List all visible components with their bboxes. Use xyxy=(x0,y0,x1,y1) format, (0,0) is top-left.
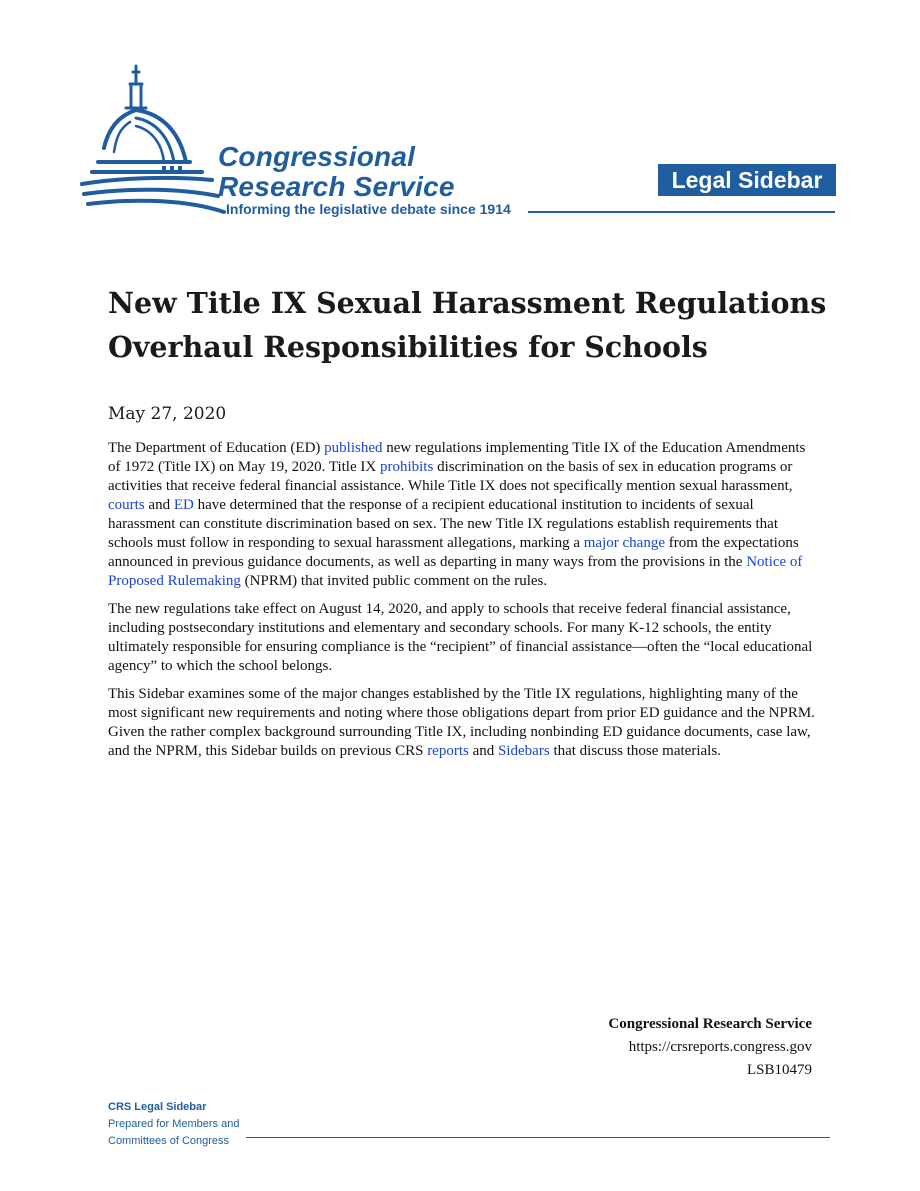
paragraph-text: have determined that the response of a recipient educational institution to incidents of sexual harassment can constitute discrimination based on sex. The new Title IX regulations establish requirements that schools must follow in responding to sexual harassment allegations, marking a xyxy=(108,497,778,551)
paragraph-text: and xyxy=(468,743,499,759)
paragraph-text: from the expectations announced in previous guidance documents, as well as departing in many ways from the provisions in the xyxy=(108,535,799,570)
footer-product-name: CRS Legal Sidebar xyxy=(108,1101,207,1113)
footer-url: https://crsreports.congress.gov xyxy=(628,1039,812,1055)
document-body xyxy=(108,439,818,770)
footer-org: Congressional Research Service xyxy=(608,1016,812,1032)
paragraph-text: and xyxy=(144,497,174,513)
paragraph-text: The new regulations take effect on August 14, 2020, and apply to schools that receive federal financial assistance, including postsecondary institutions and elementary and secondary schools. For many K-12 schools, the entity ultimately responsible for ensuring compliance is the “recipient” of financial assistance—often the “local educational agency” to which the school belongs. xyxy=(108,601,813,674)
logo-tagline: Informing the legislative debate since 1914 xyxy=(226,201,511,217)
paragraph-text: new regulations implementing Title IX of the Education Amendments of 1972 (Title IX) on May 19, 2020. Title IX xyxy=(108,440,806,475)
paragraph-text: discrimination on the basis of sex in education programs or activities that receive federal financial assistance. While Title IX does not specifically mention sexual harassment, xyxy=(108,459,793,494)
footer-prepared-line2: Committees of Congress xyxy=(108,1135,230,1147)
page-header xyxy=(0,0,920,230)
inline-link-published[interactable]: published xyxy=(324,440,383,456)
document-date: May 27, 2020 xyxy=(108,404,227,424)
inline-link-major-change[interactable]: major change xyxy=(583,535,665,551)
paragraph-text: (NPRM) that invited public comment on the rules. xyxy=(240,573,548,589)
inline-link-notice-of-proposed-rulemaking[interactable]: Notice of Proposed Rulemaking xyxy=(108,554,803,589)
inline-link-prohibits[interactable]: prohibits xyxy=(379,459,434,475)
body-paragraph xyxy=(108,600,818,676)
inline-link-sidebars[interactable]: Sidebars xyxy=(498,743,550,759)
paragraph-text: that discuss those materials. xyxy=(549,743,721,759)
paragraph-text: The Department of Education (ED) xyxy=(108,440,325,456)
footer-prepared-line1: Prepared for Members and xyxy=(108,1118,240,1130)
logo-line-congressional: Congressional xyxy=(218,141,416,172)
footer-product-label xyxy=(108,1099,239,1150)
footer-code: LSB10479 xyxy=(746,1062,812,1078)
legal-sidebar-badge: Legal Sidebar xyxy=(658,164,836,196)
inline-link-reports[interactable]: reports xyxy=(427,743,469,759)
header-divider xyxy=(528,211,835,213)
footer-citation xyxy=(608,1013,812,1082)
capitol-dome-logo-icon xyxy=(78,62,228,217)
logo-line-research-service: Research Service xyxy=(218,171,455,202)
body-paragraph xyxy=(108,685,818,761)
body-paragraph xyxy=(108,439,818,591)
crs-logo-wordmark xyxy=(218,143,455,201)
inline-link-ed[interactable]: ED xyxy=(173,497,194,513)
footer-divider xyxy=(246,1137,830,1138)
document-title: New Title IX Sexual Harassment Regulations Overhaul Responsibilities for Schools xyxy=(108,286,827,364)
inline-link-courts[interactable]: courts xyxy=(108,497,145,513)
paragraph-text: This Sidebar examines some of the major changes established by the Title IX regulations, highlighting many of the most significant new requirements and noting where those obligations depart from prior ED guidance and the NPRM. Given the rather complex background surrounding Title IX, including nonbinding ED guidance documents, case law, and the NPRM, this Sidebar builds on previous CRS xyxy=(108,686,815,759)
